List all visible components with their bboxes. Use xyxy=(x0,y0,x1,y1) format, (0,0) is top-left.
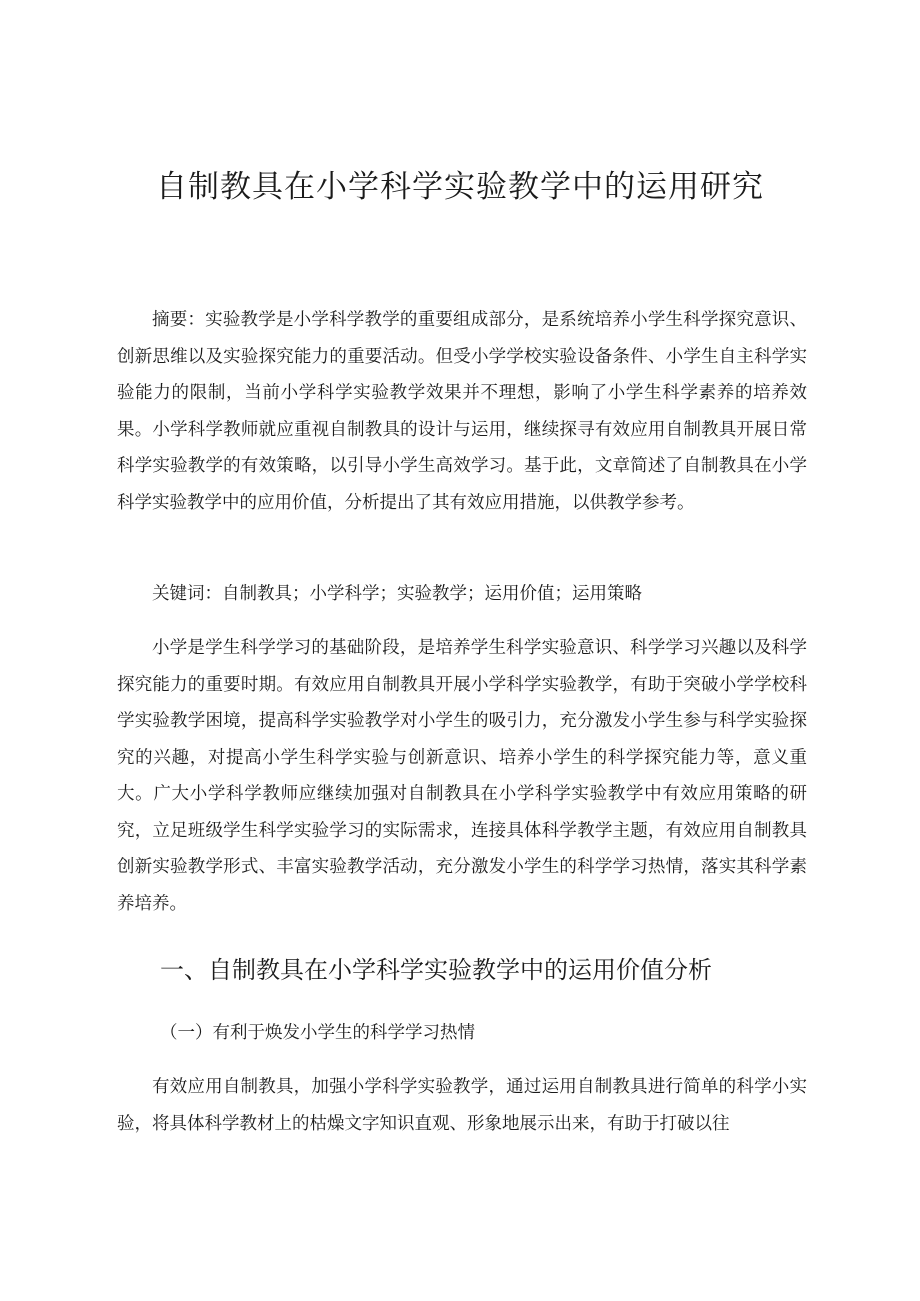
keywords-paragraph: 关键词：自制教具；小学科学；实验教学；运用价值；运用策略 xyxy=(152,584,642,604)
section-heading-1: 一、自制教具在小学科学实验教学中的运用价值分析 xyxy=(160,956,712,984)
document-title: 自制教具在小学科学实验教学中的运用研究 xyxy=(156,169,764,205)
abstract-paragraph: 摘要：实验教学是小学科学教学的重要组成部分，是系统培养小学生科学探究意识、创新思维以及实验探究能力的重要活动。但受小学学校实验设备条件、小学生自主科学实验能力的限制，当前小学科学实验教学效果并不理想，影响了小学生科学素养的培养效果。小学科学教师就应重视自制教具的设计与运用，继续探寻有效应用自制教具开展日常科学实验教学的有效策略，以引导小学生高效学习。基于此，文章简述了自制教具在小学科学实验教学中的应用价值，分析提出了其有效应用措施，以供教学参考。 xyxy=(117,310,807,513)
body-paragraph: 有效应用自制教具，加强小学科学实验教学，通过运用自制教具进行简单的科学小实验，将具体科学教材上的枯燥文字知识直观、形象地展示出来，有助于打破以往 xyxy=(117,1077,807,1134)
intro-paragraph: 小学是学生科学学习的基础阶段，是培养学生科学实验意识、科学学习兴趣以及科学探究能力的重要时期。有效应用自制教具开展小学科学实验教学，有助于突破小学学校科学实验教学困境，提高科学实验教学对小学生的吸引力，充分激发小学生参与科学实验探究的兴趣，对提高小学生科学实验与创新意识、培养小学生的科学探究能力等，意义重大。广大小学科学教师应继续加强对自制教具在小学科学实验教学中有效应用策略的研究，立足班级学生科学实验学习的实际需求，连接具体科学教学主题，有效应用自制教具创新实验教学形式、丰富实验教学活动，充分激发小学生的科学学习热情，落实其科学素养培养。 xyxy=(117,638,807,914)
sub-heading-1-1: （一）有利于焕发小学生的科学学习热情 xyxy=(160,1023,475,1043)
